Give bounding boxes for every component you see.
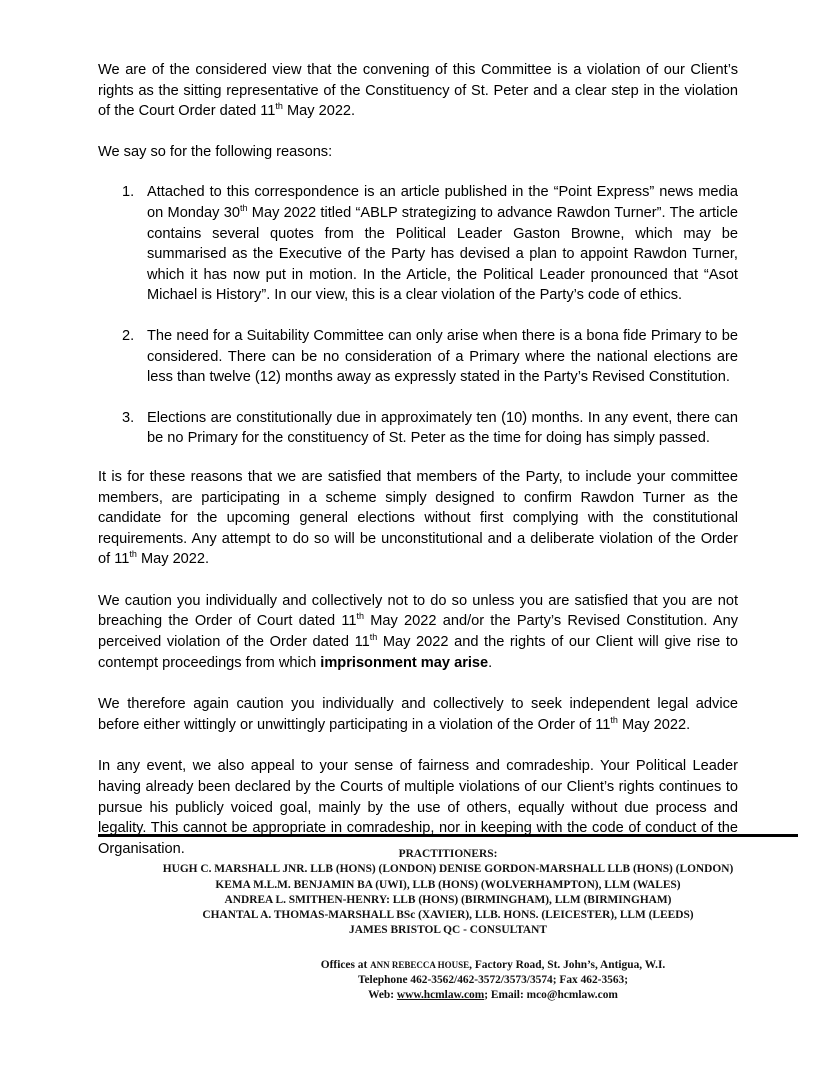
- paragraph-scheme: [98, 467, 738, 570]
- email-address[interactable]: mco@hcmlaw.com: [526, 989, 618, 1002]
- web-link[interactable]: www.hcmlaw.com: [396, 989, 485, 1002]
- practitioner-line: KEMA M.L.M. BENJAMIN BA (UWI), LLB (HONS) (WOLVERHAMPTON), LLM (WALES): [215, 878, 681, 891]
- reasons-list: [98, 182, 738, 449]
- offices-prefix: Offices at: [320, 958, 371, 971]
- offices-address: [98, 958, 798, 973]
- letterhead-footer: [98, 847, 798, 1004]
- practitioner-line: HUGH C. MARSHALL JNR. LLB (HONS) (LONDON) DENISE GORDON-MARSHALL LLB (HONS) (LONDON): [162, 863, 734, 876]
- paragraph-fairness: In any event, we also appeal to your sense of fairness and comradeship. Your Political Leader having already been declared by the Courts of multiple violations of our Client’s rights continues to pursue his publicly voiced goal, mainly by the use of others, equally without due process and legality. This cannot be appropriate in comradeship, nor in keeping with the code of conduct of the Organisation.: [98, 758, 738, 857]
- letter-body: [98, 60, 738, 859]
- paragraph-legal-advice: [98, 694, 738, 735]
- reason-number: 3.: [122, 409, 135, 426]
- paragraph-text: May 2022 and the rights of our Client will give rise to contempt proceedings from which: [98, 634, 738, 671]
- reason-number: 2.: [122, 327, 135, 344]
- reason-text: Elections are constitutionally due in approximately ten (10) months. In any event, there can be no Primary for the constituency of St. Peter as the time for doing has simply passed.: [147, 409, 738, 447]
- footer-divider: [98, 834, 798, 837]
- paragraph-text: May 2022.: [136, 551, 210, 568]
- ordinal-suffix: th: [129, 549, 137, 560]
- practitioner-line: CHANTAL A. THOMAS-MARSHALL BSc (XAVIER), LLB. HONS. (LEICESTER), LLM (LEEDS): [202, 909, 694, 922]
- paragraph-text: We therefore again caution you individually and collectively to seek independent legal advice before either wittingly or unwittingly participating in a violation of the Order of 11: [98, 696, 738, 733]
- paragraph-considered-view: [98, 60, 738, 122]
- paragraph-reasons-intro: We say so for the following reasons:: [98, 143, 333, 160]
- ordinal-suffix: th: [275, 101, 283, 112]
- email-label: ; Email:: [484, 989, 527, 1002]
- paragraph-text: .: [488, 654, 493, 671]
- reason-item: [98, 326, 738, 388]
- paragraph-text: May 2022.: [282, 103, 356, 120]
- ordinal-suffix: th: [239, 203, 248, 214]
- reason-text: The need for a Suitability Committee can only arise when there is a bona fide Primary to be considered. There can be no consideration of a Primary where the national elections are less than twelve (12) months away as expressly stated in the Party’s Revised Constitution.: [147, 327, 738, 386]
- offices-building: ANN REBECCA HOUSE: [370, 959, 470, 970]
- paragraph-text: May 2022 and/or the Party’s Revised Constitution. Any perceived violation of the Order dated 11: [98, 613, 738, 651]
- paragraph-caution: [98, 591, 738, 673]
- reason-text: Attached to this correspondence is an article published in the “Point Express” news media on Monday 30: [147, 184, 738, 221]
- reason-text: May 2022 titled “ABLP strategizing to advance Rawdon Turner”. The article contains several quotes from the Political Leader Gaston Browne, which may be summarised as the Executive of the Party has devised a plan to appoint Rawdon Turner, which it has now put in motion. In the Article, the Political Leader pronounced that “Asot Michael is History”. In our view, this is a clear violation of the Party’s code of ethics.: [147, 204, 738, 304]
- paragraph-text: We caution you individually and collectively not to do so unless you are satisfied that you are not breaching the Order of Court dated 11: [98, 592, 738, 630]
- ordinal-suffix: th: [610, 714, 618, 725]
- contact-line: [98, 988, 798, 1003]
- practitioner-line: JAMES BRISTOL QC - CONSULTANT: [349, 924, 547, 937]
- practitioner-line: ANDREA L. SMITHEN-HENRY: LLB (HONS) (BIRMINGHAM), LLM (BIRMINGHAM): [224, 893, 672, 906]
- bold-warning: imprisonment may arise: [320, 654, 489, 671]
- telephone-line: Telephone 462-3562/462-3572/3573/3574; Fax 462-3563;: [357, 974, 629, 987]
- ordinal-suffix: th: [356, 611, 365, 622]
- footer-spacer: [98, 939, 798, 958]
- ordinal-suffix: th: [369, 632, 378, 643]
- reason-item: [98, 182, 738, 306]
- web-label: Web:: [368, 989, 397, 1002]
- paragraph-text: We are of the considered view that the convening of this Committee is a violation of our Client’s rights as the sitting representative of the Constituency of St. Peter and a clear step in the violation of the Court Order dated 11: [98, 62, 738, 120]
- paragraph-text: It is for these reasons that we are satisfied that members of the Party, to include your committee members, are participating in a scheme simply designed to confirm Rawdon Turner as the candidate for the upcoming general elections without first complying with the constitutional requirements. Any attempt to do so will be unconstitutional and a deliberate violation of the Order of 11: [98, 468, 738, 568]
- offices-suffix: , Factory Road, St. John’s, Antigua, W.I.: [469, 958, 666, 971]
- paragraph-text: May 2022.: [617, 716, 691, 733]
- reason-item: [98, 408, 738, 449]
- reason-number: 1.: [122, 184, 135, 201]
- practitioners-heading: PRACTITIONERS:: [398, 848, 498, 860]
